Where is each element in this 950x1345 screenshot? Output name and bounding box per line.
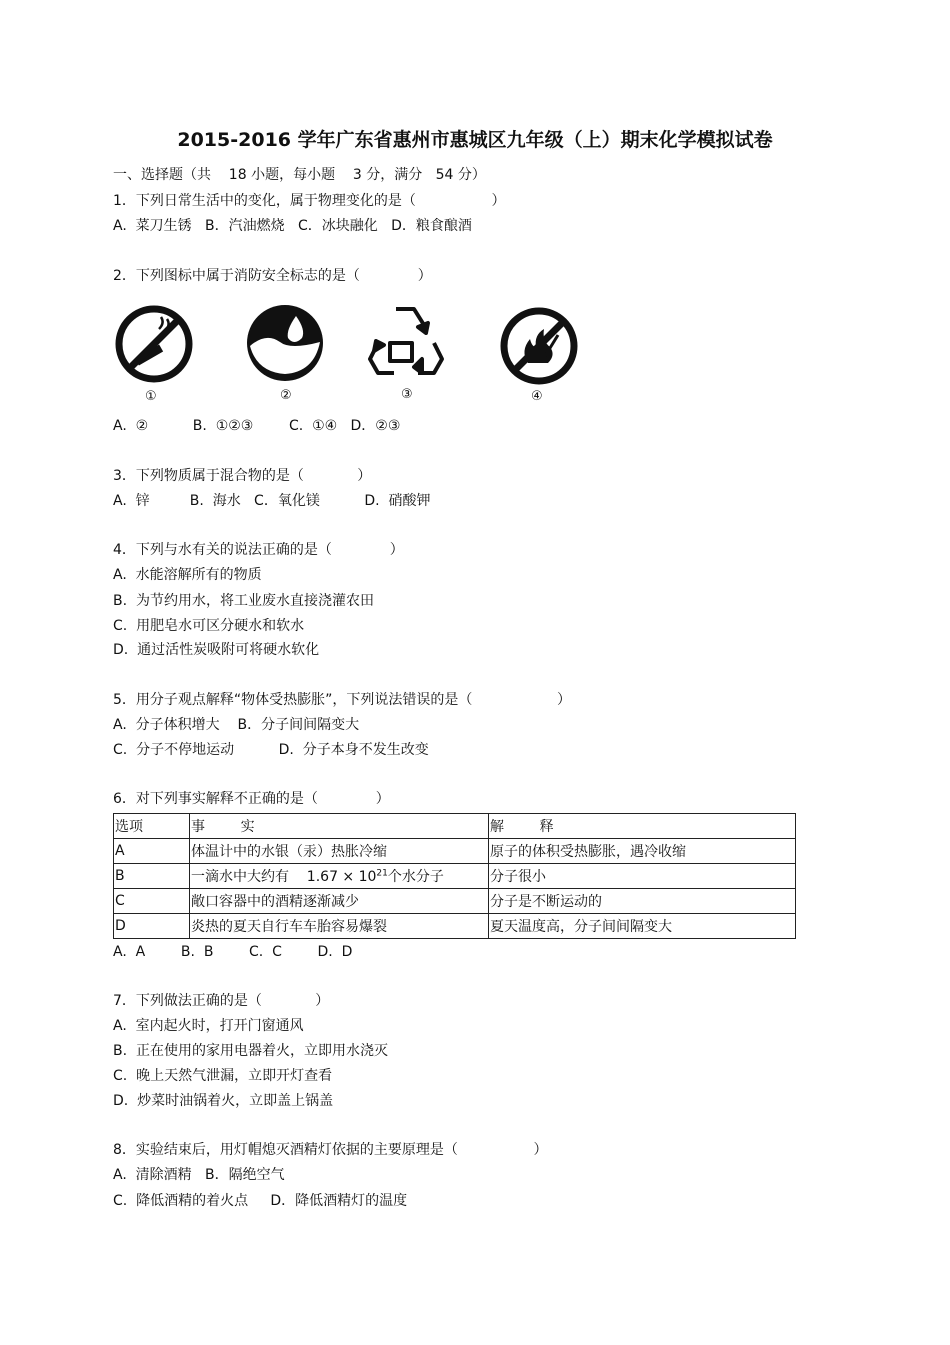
q6-options: A. A B. B C. C D. D [113, 944, 353, 960]
icon-label-4: ④ [531, 389, 543, 404]
q7-option-a: A. 室内起火时，打开门窗通风 [113, 1018, 304, 1034]
q1-stem: 1．下列日常生活中的变化，属于物理变化的是（ ） [113, 193, 506, 209]
q4-option-c: C. 用肥皂水可区分硬水和软水 [113, 618, 305, 634]
q6-table [113, 813, 796, 939]
row-explain: 夏天温度高，分子间间隔变大 [489, 914, 796, 939]
section-heading: 一、选择题（共 18 小题，每小题 3 分，满分 54 分） [113, 167, 486, 183]
no-fire-icon [498, 305, 580, 387]
q7-option-b: B. 正在使用的家用电器着火，立即用水浇灭 [113, 1043, 388, 1059]
q5-options-ab: A. 分子体积增大 B．分子间间隔变大 [113, 717, 360, 733]
row-explain: 分子很小 [489, 864, 796, 889]
row-option: B [114, 864, 190, 889]
table-row [114, 914, 796, 939]
icon-label-1: ① [145, 389, 157, 404]
row-explain: 分子是不断运动的 [489, 889, 796, 914]
q5-options-cd: C. 分子不停地运动 D. 分子本身不发生改变 [113, 742, 429, 758]
exponent: 21 [376, 868, 388, 879]
q4-option-b: B. 为节约用水，将工业废水直接浇灌农田 [113, 593, 374, 609]
q8-options-ab: A. 清除酒精 B．隔绝空气 [113, 1167, 285, 1183]
row-explain: 原子的体积受热膨胀，遇冷收缩 [489, 839, 796, 864]
q4-stem: 4．下列与水有关的说法正确的是（ ） [113, 542, 404, 558]
q7-option-c: C. 晚上天然气泄漏，立即开灯查看 [113, 1068, 333, 1084]
row-option: A [114, 839, 190, 864]
table-row [114, 839, 796, 864]
q7-stem: 7．下列做法正确的是（ ） [113, 993, 330, 1009]
q7-option-d: D. 炒菜时油锅着火，立即盖上锅盖 [113, 1093, 334, 1109]
q2-stem: 2．下列图标中属于消防安全标志的是（ ） [113, 268, 432, 284]
no-smoking-icon [113, 303, 195, 385]
q4-option-d: D. 通过活性炭吸附可将硬水软化 [113, 642, 320, 658]
icon-label-2: ② [280, 388, 292, 403]
q2-options: A. ② B. ①②③ C. ①④ D．②③ [113, 418, 401, 434]
water-drop-icon [246, 304, 324, 382]
page-title: 2015-2016 学年广东省惠州市惠城区九年级（上）期末化学模拟试卷 [177, 129, 773, 151]
header-option: 选项 [114, 814, 190, 839]
q1-options: A. 菜刀生锈 B．汽油燃烧 C．冰块融化 D．粮食酿酒 [113, 218, 472, 234]
table-header-row [114, 814, 796, 839]
q3-stem: 3．下列物质属于混合物的是（ ） [113, 468, 372, 484]
row-fact: 体温计中的水银（汞）热胀冷缩 [190, 839, 489, 864]
row-fact [190, 864, 489, 889]
fact-text-end: 个水分子 [387, 869, 444, 885]
row-fact: 炎热的夏天自行车车胎容易爆裂 [190, 914, 489, 939]
q4-option-a: A. 水能溶解所有的物质 [113, 567, 262, 583]
header-fact: 事 实 [190, 814, 489, 839]
q6-stem: 6．对下列事实解释不正确的是（ ） [113, 791, 390, 807]
row-fact: 敞口容器中的酒精逐渐减少 [190, 889, 489, 914]
row-option: C [114, 889, 190, 914]
q5-stem: 5．用分子观点解释“物体受热膨胀”，下列说法错误的是（ ） [113, 692, 571, 708]
table-row [114, 864, 796, 889]
row-option: D [114, 914, 190, 939]
q8-stem: 8．实验结束后，用灯帽熄灭酒精灯依据的主要原理是（ ） [113, 1142, 548, 1158]
header-explain: 解 释 [489, 814, 796, 839]
recycle-icon [366, 303, 446, 381]
q8-options-cd: C. 降低酒精的着火点 D．降低酒精灯的温度 [113, 1193, 408, 1209]
q3-options: A. 锌 B. 海水 C．氧化镁 D. 硝酸钾 [113, 493, 431, 509]
table-row [114, 889, 796, 914]
icon-label-3: ③ [401, 387, 413, 402]
fact-text: 一滴水中大约有 1.67 × 10 [191, 869, 377, 885]
